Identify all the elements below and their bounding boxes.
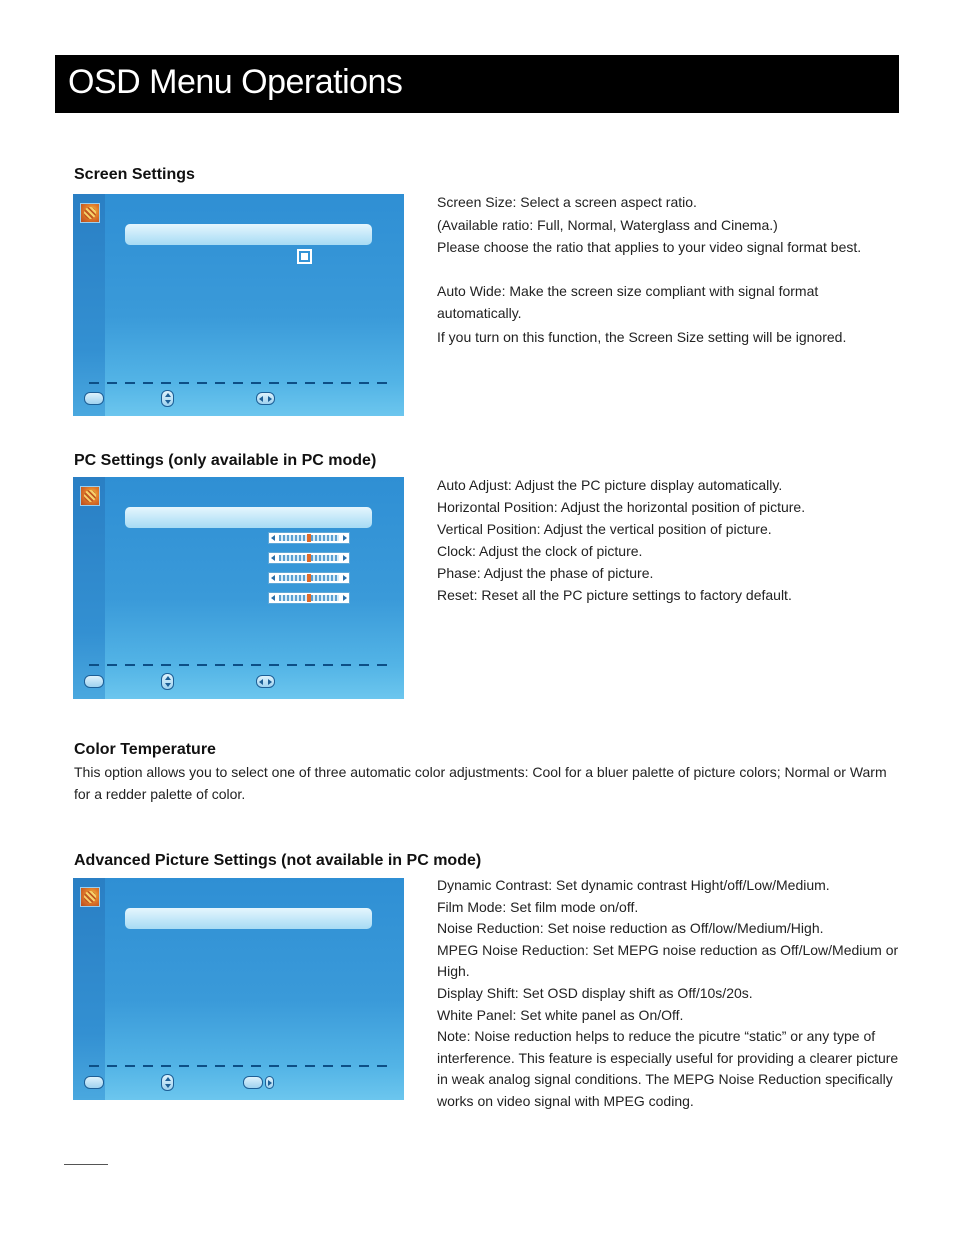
text-line: Noise Reduction: Set noise reduction as Off/low/Medium/High.: [437, 920, 824, 937]
clock-slider: [268, 572, 350, 584]
ok-button-icon: [84, 1076, 104, 1089]
pc-settings-osd: [73, 477, 404, 699]
osd-divider: [89, 382, 393, 384]
picture-menu-icon: [80, 887, 100, 907]
osd-selected-row: [125, 224, 372, 245]
header-bar: [55, 55, 899, 113]
text-line: Auto Adjust: Adjust the PC picture display automatically.: [437, 477, 783, 493]
text-line: Please choose the ratio that applies to your video signal format best.: [437, 239, 862, 255]
picture-menu-icon: [80, 486, 100, 506]
text-line: White Panel: Set white panel as On/Off.: [437, 1006, 684, 1023]
leftright-arrows-icon: [256, 675, 275, 688]
text-line: Horizontal Position: Adjust the horizontal position of picture.: [437, 499, 806, 515]
right-arrow-icon: [265, 1076, 274, 1089]
pc-settings-heading: PC Settings (only available in PC mode): [74, 452, 377, 469]
footer-rule: [64, 1164, 108, 1165]
text-line: Dynamic Contrast: Set dynamic contrast Hight/off/Low/Medium.: [437, 877, 830, 893]
advanced-picture-heading: Advanced Picture Settings (not available in PC mode): [74, 852, 482, 869]
horizontal-position-slider: [268, 532, 350, 544]
text-line: Note: Noise reduction helps to reduce the picutre “static” or any type of interference. This feature is especially useful for providing a clearer picture in weak analog signal conditions. The MEPG Noise Reduction specifically works on video signal with MPEG coding.: [437, 1028, 899, 1109]
updown-arrows-icon: [161, 1074, 174, 1091]
updown-arrows-icon: [161, 673, 174, 690]
screen-settings-heading: Screen Settings: [74, 166, 195, 183]
text-line: Vertical Position: Adjust the vertical position of picture.: [437, 521, 772, 537]
ok-button-icon: [84, 392, 104, 405]
osd-divider: [89, 664, 393, 666]
osd-selected-row: [125, 507, 372, 528]
picture-menu-icon: [80, 203, 100, 223]
text-line: Display Shift: Set OSD display shift as Off/10s/20s.: [437, 984, 753, 1001]
updown-arrows-icon: [161, 390, 174, 407]
screen-settings-description: [437, 191, 912, 348]
advanced-picture-description: [437, 875, 909, 1113]
phase-slider: [268, 592, 350, 604]
text-line: MPEG Noise Reduction: Set MEPG noise reduction as Off/Low/Medium or High.: [437, 941, 899, 980]
text-line: If you turn on this function, the Screen Size setting will be ignored.: [437, 329, 847, 345]
leftright-arrows-icon: [256, 392, 275, 405]
ok-button-icon: [84, 675, 104, 688]
text-line: Clock: Adjust the clock of picture.: [437, 543, 643, 559]
vertical-position-slider: [268, 552, 350, 564]
text-line: Film Mode: Set film mode on/off.: [437, 898, 639, 915]
color-temperature-text: This option allows you to select one of three automatic color adjustments: Cool for a bluer palette of picture colors; Normal or Warm for a redder palette of color.: [74, 764, 887, 802]
pc-settings-description: [437, 474, 912, 606]
advanced-picture-osd: [73, 878, 404, 1100]
checkbox-icon: [297, 249, 312, 264]
enter-button-icon: [243, 1076, 263, 1089]
text-line: Reset: Reset all the PC picture settings to factory default.: [437, 587, 792, 603]
osd-divider: [89, 1065, 393, 1067]
text-line: (Available ratio: Full, Normal, Waterglass and Cinema.): [437, 217, 778, 233]
osd-selected-row: [125, 908, 372, 929]
page-title: OSD Menu Operations: [68, 63, 403, 101]
text-line: Auto Wide: Make the screen size compliant with signal format automatically.: [437, 283, 819, 321]
text-line: Screen Size: Select a screen aspect ratio.: [437, 194, 697, 210]
color-temperature-heading: Color Temperature: [74, 741, 216, 758]
screen-settings-osd: [73, 194, 404, 416]
text-line: Phase: Adjust the phase of picture.: [437, 565, 654, 581]
